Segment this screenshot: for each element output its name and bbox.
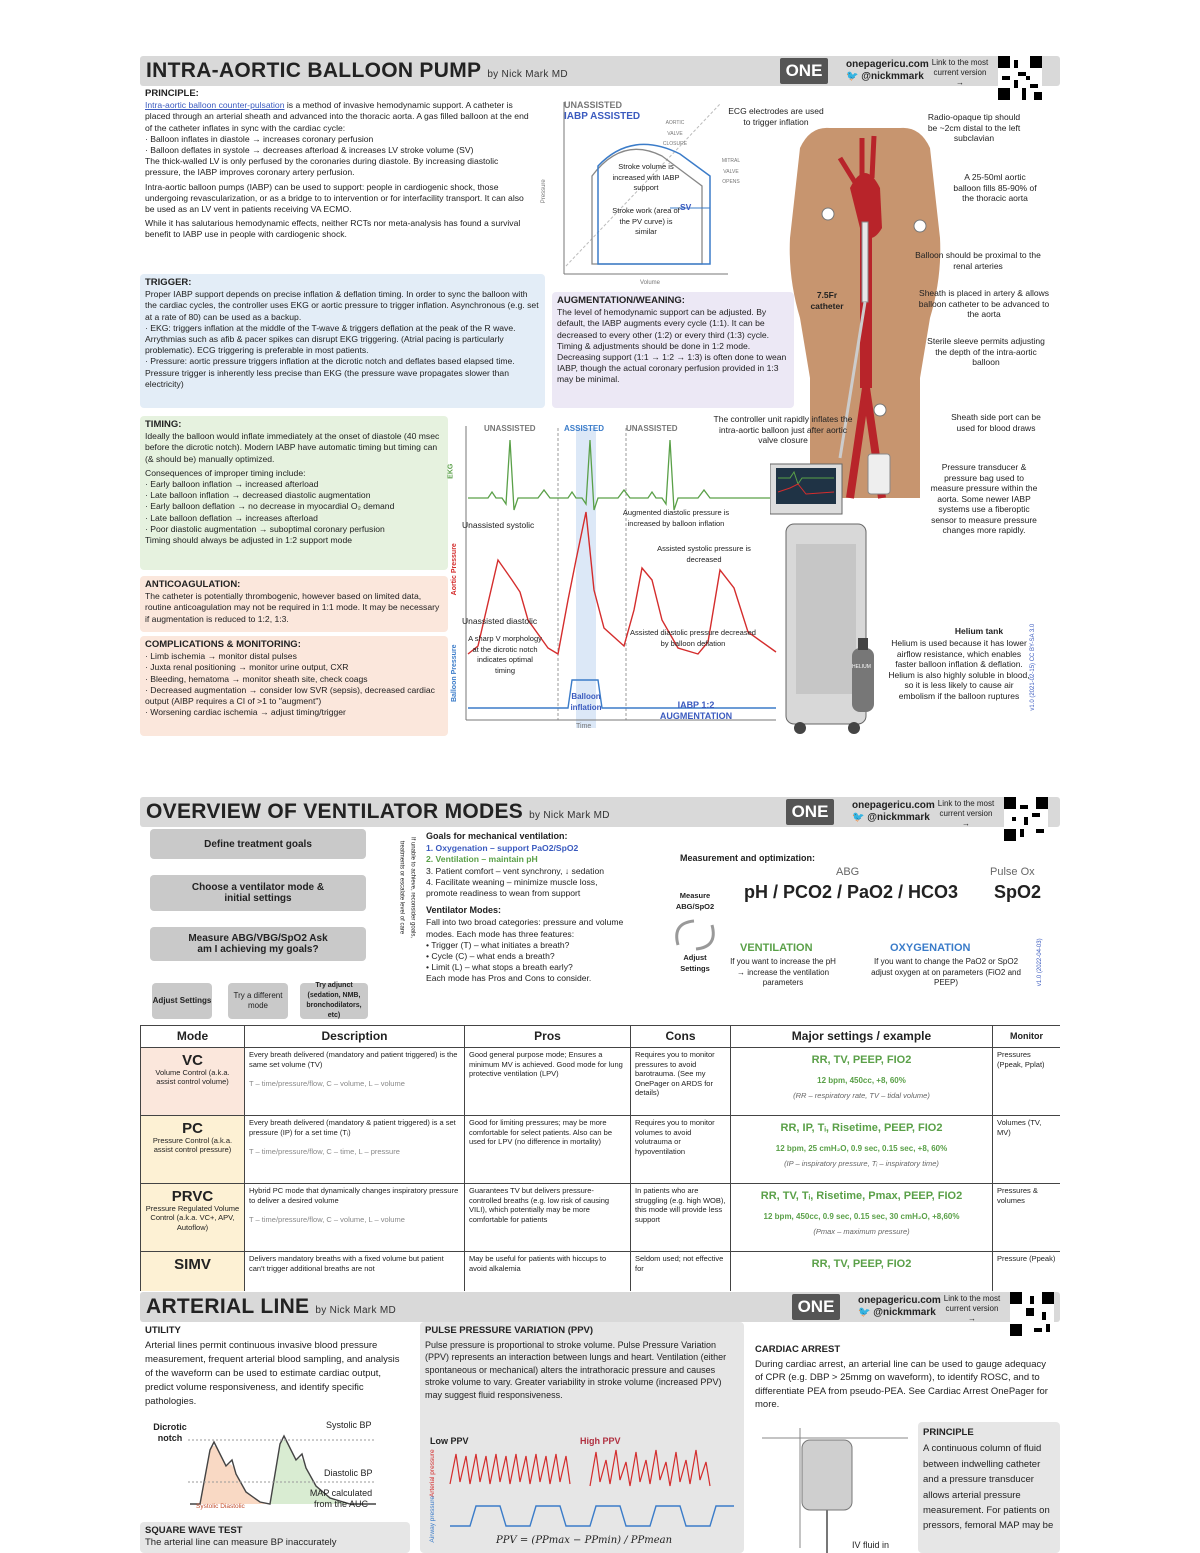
cons-cell: Requires you to monitor pressures to avoid barotrauma. (See my OnePager on ARDS for details) (631, 1048, 731, 1116)
complications-section: COMPLICATIONS & MONITORING: · Limb ischemia → monitor distal pulses · Juxta renal positioning → monitor urine output, CXR · Bleeding, hematoma → monitor sheath site, check coags · Decreased augmentation → consider low SVR (sepsis), decreased cardiac output (AIBP requires a CI of >1 to "augment") · Worsening cardiac ischemia → adjust timing/trigger (140, 636, 448, 736)
table-row (141, 1252, 1061, 1292)
cons-cell: Seldom used; not effective for (631, 1252, 731, 1292)
annot-ecg: ECG electrodes are used to trigger inflation (728, 106, 824, 127)
wf-balloon-label: Balloon Pressure (450, 644, 458, 703)
pros-cell: May be useful for patients with hiccups to avoid alkalemia (465, 1252, 631, 1292)
settings-cell: RR, TV, PEEP, FIO2 (731, 1252, 993, 1292)
pv-x-axis-label: Volume (640, 280, 661, 286)
annot-sterile: Sterile sleeve permits adjusting the depth of the intra-aortic balloon (927, 336, 1045, 367)
principle-section: PRINCIPLE: Intra-aortic balloon counter-pulsation is a method of invasive hemodynamic support. A catheter is placed through an arterial sheath and advanced into the thoracic aorta. A gas filled balloon at the end of the catheter inflates in sync with the cardiac cycle: · Balloon inflates in diastole → increases coronary perfusion · Balloon deflates in systole → decreases afterload & increases LV stroke volume (SV) The thick-walled LV is only perfused by the coronaries during diastole. By increasing diastolic pressure, the IABP improves coronary artery perfusion. Intra-aortic balloon pumps (IABP) can be used to support: people in cardiogenic shock, those undergoing revascularization, or as a bridge to to intervention or for interfacility transport. It can also be used as an LV vent in patients receiving VA ECMO. While it has salutarious hemodynamic effects, neither RCTs nor meta-analysis has found a survival benefit to IABP use in people with cardiogenic shock. (145, 88, 529, 240)
vent-title: OVERVIEW OF VENTILATOR MODES by Nick Mark MD (146, 800, 610, 823)
try-adjunct-box: Try adjunct (sedation, NMB, bronchodilators, etc) (300, 983, 368, 1019)
wf-assisted-diastolic: Assisted diastolic pressure decreased by balloon deflation (630, 628, 756, 648)
col-header: Mode (141, 1026, 245, 1048)
augmentation-section: AUGMENTATION/WEANING: The level of hemodynamic support can be adjusted. By default, the IABP augments every cycle (1:1). It can be decreased to every other (1:2) or every third (1:3) cycle. Timing & adjustments should be done in 1:2 mode. Decreasing support (1:1 → 1:2 → 1:3) is often done to wean IABP, though the actual coronary perfusion provided in 1:3 may be minimal. (552, 292, 794, 408)
measurement-heading: Measurement and optimization: (680, 853, 816, 863)
wf-assisted-systolic: Assisted systolic pressure is decreased (657, 544, 751, 564)
oxygenation-heading: OXYGENATION (890, 942, 971, 954)
pros-cell: Guarantees TV but delivers pressure-controlled breaths (e.g. low risk of causing VILI), which potentially may be more comfortable for patients (465, 1184, 631, 1252)
col-header: Cons (631, 1026, 731, 1048)
low-ppv-label: Low PPV (430, 1436, 469, 1446)
mode-cell: PC Pressure Control (a.k.a. assist control pressure) (141, 1116, 245, 1184)
systolic-diastolic-legend: Systolic Diastolic (196, 1503, 245, 1510)
ventilation-heading: VENTILATION (740, 942, 813, 954)
wf-balloon-inflation: Balloon inflation (570, 692, 602, 712)
desc-cell: Every breath delivered (mandatory and patient triggered) is the same set volume (TV) T – time/pressure/flow, C – volume, L – volume (245, 1048, 465, 1116)
adjust-settings-box: Adjust Settings (152, 983, 212, 1019)
table-row (141, 1184, 1061, 1252)
current-version-link[interactable]: Link to the most current version → (943, 1294, 1001, 1323)
annot-sheath: Sheath is placed in artery & allows balloon catheter to be advanced to the aorta (918, 288, 1050, 319)
abg-label: ABG (836, 866, 860, 878)
helium-tank-label: HELIUM (852, 664, 871, 670)
desc-cell: Hybrid PC mode that dynamically changes inspiratory pressure to deliver a desired volume T – time/pressure/flow, C – volume, L – volume (245, 1184, 465, 1252)
settings-cell: RR, IP, Tᵢ, Risetime, PEEP, FIO2 12 bpm, 25 cmH₂O, 0.9 sec, 0.15 sec, +8, 60% (IP – inspiratory pressure, Tᵢ – inspiratory time) (731, 1116, 993, 1184)
wf-augmented-diastolic: Augmented diastolic pressure is increased by balloon inflation (622, 508, 730, 528)
col-header: Description (245, 1026, 465, 1048)
onepager-logo: ONE (786, 799, 834, 825)
principle-section: PRINCIPLE A continuous column of fluid between indwelling catheter and a pressure transducer allows arterial pressure measurement. For patients on pressors, femoral MAP may be (918, 1422, 1060, 1553)
map-auc-label: MAP calculated from the AUC (309, 1488, 373, 1509)
current-version-link[interactable]: Link to the most current version → (937, 799, 995, 828)
settings-cell: RR, TV, PEEP, FIO2 12 bpm, 450cc, +8, 60% (RR – respiratory rate, TV – tidal volume) (731, 1048, 993, 1116)
high-ppv-label: High PPV (580, 1436, 621, 1446)
wf-aortic-label: Aortic Pressure (450, 543, 458, 596)
spo2-value: SpO2 (994, 882, 1042, 902)
col-header: Monitor (993, 1026, 1061, 1048)
vent-page (140, 797, 1060, 1291)
aline-title: ARTERIAL LINE by Nick Mark MD (146, 1295, 396, 1318)
table-header-row (141, 1026, 1061, 1048)
wf-sharp-v-note: A sharp V morphology at the dicrotic notch indicates optimal timing (468, 634, 542, 675)
pv-sv-label: SV (680, 202, 692, 212)
annot-catheter: 7.5Fr catheter (810, 290, 844, 311)
annot-tip: Radio-opaque tip should be ~2cm distal to the left subclavian (927, 112, 1021, 143)
iabp-page (140, 56, 1060, 736)
pros-cell: Good general purpose mode; Ensures a minimum MV is achieved. Good mode for lung protective ventilation (LPV) (465, 1048, 631, 1116)
current-version-link[interactable]: Link to the most current version → (931, 58, 989, 87)
pv-mv-open-label: MITRAL VALVE OPENS (721, 158, 741, 185)
try-different-mode-box: Try a different mode (228, 983, 288, 1019)
systolic-bp-label: Systolic BP (326, 1420, 372, 1430)
cons-cell: In patients who are struggling (e.g. high WOB), this mode will provide less support (631, 1184, 731, 1252)
annot-balloon: A 25-50ml aortic balloon fills 85-90% of the thoracic aorta (953, 172, 1037, 203)
wf-assisted-label: ASSISTED (564, 424, 605, 433)
oxygenation-note: If you want to change the PaO2 or SpO2 adjust oxygen at on parameters (FiO2 and PEEP) (871, 957, 1021, 987)
monitor-cell: Pressures & volumes (993, 1184, 1061, 1252)
pv-sv-note: Stroke volume is increased with IABP support (612, 162, 680, 192)
qr-code-icon[interactable] (998, 56, 1042, 100)
flow-step-choose-mode: Choose a ventilator mode & initial settings (150, 875, 366, 911)
ventilator-modes-table (140, 1025, 1060, 1291)
measure-abg-label: Measure ABG/SpO2 (675, 891, 715, 911)
airway-pressure-axis: Airway pressure (428, 1495, 436, 1543)
qr-code-icon[interactable] (1010, 1292, 1054, 1336)
annot-controller: The controller unit rapidly inflates the intra-aortic balloon just after aortic valve closure (713, 414, 853, 445)
desc-cell: Delivers mandatory breaths with a fixed volume but patient can't trigger additional breaths are not (245, 1252, 465, 1292)
wf-ekg-label: EKG (447, 463, 455, 479)
mode-cell: SIMV (141, 1252, 245, 1292)
monitor-cell: Pressures (Ppeak, Pplat) (993, 1048, 1061, 1116)
waveform-diagram (458, 420, 778, 732)
onepager-logo: ONE (780, 58, 828, 84)
pv-assisted-label: IABP ASSISTED (564, 111, 641, 122)
aline-page (140, 1292, 1060, 1553)
wf-unassisted-label: UNASSISTED (484, 424, 536, 433)
table-row (141, 1116, 1061, 1184)
trigger-section: TRIGGER: Proper IABP support depends on precise inflation & deflation timing. In order to sync the balloon with the cardiac cycles, the controller uses EKG or aortic pressure to trigger inflation. Asynchronous (e.g. set at a rate of 80) can be used as a backup. · EKG: triggers inflation at the middle of the T-wave & triggers deflation at the peak of the R wave. Arrythmias such as afib & pacer spikes can disrupt EKG triggering. (Atrial pacing is particularly problematic). ECG triggering is preferable in most patients. · Pressure: aortic pressure triggers inflation at the dicrotic notch and deflates based elapsed time. Pressure trigger is inherently less precise than EKG (the pressure wave propagates slower than electricity) (140, 274, 545, 408)
wf-unassisted-systolic: Unassisted systolic (462, 520, 535, 530)
pv-y-axis-label: Pressure (540, 179, 547, 204)
wf-unassisted2-label: UNASSISTED (626, 424, 678, 433)
onepager-logo: ONE (792, 1294, 840, 1320)
cons-cell: Requires you to monitor volumes to avoid volutrauma or hypoventilation (631, 1116, 731, 1184)
iabp-version: v1.0 (2021-02-15) CC BY-SA 3.0 (1029, 623, 1036, 711)
goals-section: Goals for mechanical ventilation: 1. Oxygenation – support PaO2/SpO2 2. Ventilation – maintain pH 3. Patient comfort – vent synchrony, ↓ sedation 4. Facilitate weaning – minimize muscle loss, promote readiness to wean from support Ventilator Modes: Fall into two broad categories: pressure and volume modes. Each mode has three features: • Trigger (T) – what initiates a breath? • Cycle (C) – what ends a breath? • Limit (L) – what stops a breath early? Each mode has Pros and Cons to consider. (426, 831, 624, 984)
mode-cell: PRVC Pressure Regulated Volume Control (a.k.a. VC+, APV, Autoflow) (141, 1184, 245, 1252)
dicrotic-notch-label: Dicrotic notch (153, 1422, 187, 1443)
flow-side-note: If unable to achieve, reconsider goals, treatments or escalate level of care (399, 836, 416, 939)
vent-version: v1.0 (2022-04-03) (1036, 938, 1043, 987)
counter-pulsation-link[interactable]: Intra-aortic balloon counter-pulsation (145, 100, 285, 111)
arterial-pressure-axis: Arterial pressure (428, 1449, 436, 1498)
anticoagulation-section: ANTICOAGULATION: The catheter is potentially thrombogenic, however based on limited data, routine anticoagulation may not be required in 1:1 mode. It may be necessary if augmentation is reduced to 1:2, 1:3. (140, 576, 448, 632)
flow-step-measure: Measure ABG/VBG/SpO2 Ask am I achieving my goals? (150, 927, 366, 961)
annot-helium-heading: Helium tank (954, 626, 1004, 636)
ppv-waveform-diagram (440, 1448, 736, 1538)
annot-helium: Helium is used because it has lower airflow resistance, which enables faster balloon inflation & deflation. Helium is also highly soluble in blood, so it is less likely to cause air embolism if the balloon ruptures (888, 638, 1030, 701)
utility-section: UTILITY Arterial lines permit continuous invasive blood pressure measurement, frequent arterial blood sampling, and analysis of the waveform can be used to estimate cardiac output, predict volume responsiveness, and identify specific pathologies. (145, 1325, 400, 1407)
abg-formula: pH / PCO2 / PaO2 / HCO3 (744, 882, 959, 902)
flow-step-define-goals: Define treatment goals (150, 829, 366, 859)
cycle-arrows-icon (668, 915, 722, 955)
pulse-ox-label: Pulse Ox (990, 866, 1035, 878)
iabp-title: INTRA-AORTIC BALLOON PUMP by Nick Mark MD (146, 59, 568, 82)
pros-cell: Good for limiting pressures; may be more comfortable for select patients. Also can be used for LPV (no difference in mortality) (465, 1116, 631, 1184)
ppv-formula: PPV = (PPmax − PPmin) / PPmean (496, 1535, 673, 1546)
mode-cell: VC Volume Control (a.k.a. assist control volume) (141, 1048, 245, 1116)
pv-unassisted-label: UNASSISTED (564, 100, 623, 110)
wf-12-augmentation: IABP 1:2 AUGMENTATION (659, 700, 733, 721)
site-links[interactable]: onepagericu.com 🐦 @nickmmark (852, 800, 935, 823)
ppv-section: PULSE PRESSURE VARIATION (PPV) Pulse pressure is proportional to stroke volume. Pulse Pressure Variation (PPV) represents an interaction between lungs and heart. Ventilation (either spontaneous or mechanical) alters the intrathoracic pressure and causes stroke volume to vary. Greater variability in stroke volume (increased PPV) may suggest fluid responsiveness. (420, 1322, 744, 1553)
site-links[interactable]: onepagericu.com 🐦 @nickmmark (858, 1295, 941, 1318)
wf-unassisted-diastolic: Unassisted diastolic (462, 616, 538, 626)
col-header: Major settings / example (731, 1026, 993, 1048)
iv-fluid-label: IV fluid in (852, 1540, 890, 1550)
desc-cell: Every breath delivered (mandatory & patient triggered) is a set pressure (IP) for a set time (Tᵢ) T – time/pressure/flow, C – time, L – pressure (245, 1116, 465, 1184)
site-links[interactable]: onepagericu.com 🐦 @nickmmark (846, 59, 929, 82)
iv-bag-figure (760, 1428, 910, 1553)
helium-tank-icon (848, 638, 878, 714)
adjust-settings-label: Adjust Settings (680, 953, 710, 973)
col-header: Pros (465, 1026, 631, 1048)
square-wave-section: SQUARE WAVE TEST The arterial line can measure BP inaccurately (140, 1522, 410, 1553)
diastolic-bp-label: Diastolic BP (324, 1468, 373, 1478)
table-row (141, 1048, 1061, 1116)
annot-side-port: Sheath side port can be used for blood draws (951, 412, 1041, 433)
pv-sw-note: Stroke work (area of the PV curve) is similar (612, 206, 680, 236)
timing-section: TIMING: Ideally the balloon would inflate immediately at the onset of diastole (40 msec before the dicrotic notch). Modern IABP have automatic timing but timing can (& should be) manually optimized. Consequences of improper timing include: · Early balloon inflation → increased afterload · Late balloon inflation → decreased diastolic augmentation · Early balloon deflation → no decrease in myocardial O₂ demand · Late balloon deflation → increases afterload · Poor diastolic augmentation → suboptimal coronary perfusion Timing should always be adjusted in 1:2 support mode (140, 416, 448, 570)
settings-cell: RR, TV, Tᵢ, Risetime, Pmax, PEEP, FIO2 12 bpm, 450cc, 0.9 sec, 0.15 sec, 30 cmH₂O, +8,60% (Pmax – maximum pressure) (731, 1184, 993, 1252)
ventilation-note: If you want to increase the pH → increase the ventilation parameters (730, 957, 836, 987)
annot-renal: Balloon should be proximal to the renal arteries (915, 250, 1041, 271)
pv-av-close-label: AORTIC VALVE CLOSURE (662, 120, 688, 147)
annot-transducer: Pressure transducer & pressure bag used to measure pressure within the aorta. Some newer IABP systems use a fiberoptic sensor to measure pressure changes more rapidly. (930, 462, 1038, 535)
monitor-cell: Pressure (Ppeak) (993, 1252, 1061, 1292)
qr-code-icon[interactable] (1004, 797, 1048, 841)
wf-time-axis: Time (576, 723, 592, 730)
cardiac-arrest-section: CARDIAC ARREST During cardiac arrest, an arterial line can be used to gauge adequacy of CPR (e.g. DBP > 25mmg on waveform), to identify ROSC, and to differentiate PEA from pseudo-PEA. See Cardiac Arrest OnePager for more. (755, 1344, 1048, 1411)
monitor-cell: Volumes (TV, MV) (993, 1116, 1061, 1184)
